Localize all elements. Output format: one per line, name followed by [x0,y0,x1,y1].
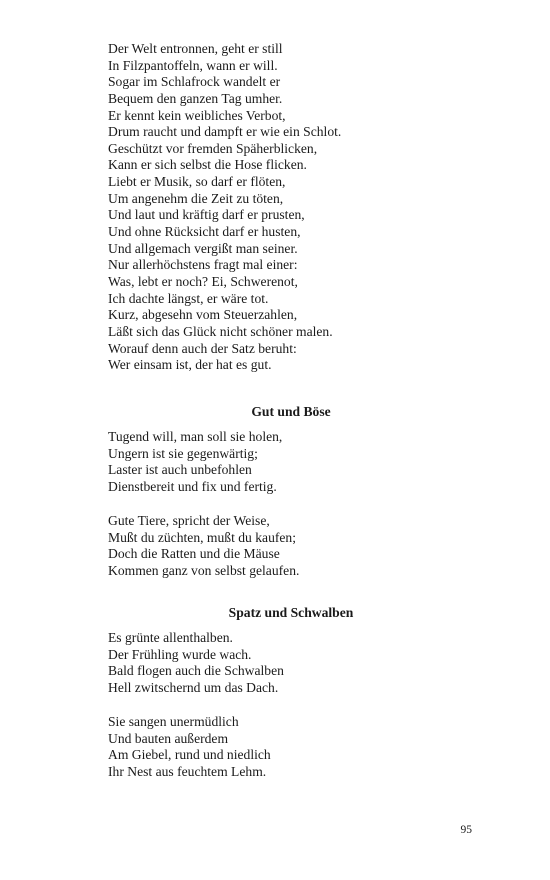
poem-line: Um angenehm die Zeit zu töten, [108,190,284,206]
poem-stanza [108,714,488,781]
poem-line: Und ohne Rücksicht darf er husten, [108,224,301,240]
poem-line: Der Frühling wurde wach. [108,646,252,662]
poem-line: Ungern ist sie gegenwärtig; [108,445,258,461]
poem-line: Es grünte allenthalben. [108,630,233,645]
poem-line: Doch die Ratten und die Mäuse [108,546,280,562]
poem-line: Am Giebel, rund und niedlich [108,747,271,763]
poem-line: Liebt er Musik, so darf er flöten, [108,174,286,190]
poem-line: Bequem den ganzen Tag umher. [108,90,283,106]
poem-line: Was, lebt er noch? Ei, Schwerenot, [108,273,298,289]
poem-line: Und bauten außerdem [108,730,229,746]
poem-line: Und allgemach vergißt man seiner. [108,240,298,256]
poem-title: Spatz und Schwalben [228,605,354,620]
poem-line: Und laut und kräftig darf er prusten, [108,207,305,223]
poem-line: Laster ist auch unbefohlen [108,462,252,478]
poem-stanza [108,513,488,580]
poem-line: Kommen ganz von selbst gelaufen. [108,562,300,578]
poem-line: Dienstbereit und fix und fertig. [108,478,277,494]
poem-line: Geschützt vor fremden Späherblicken, [108,140,318,156]
poem-line: Sie sangen unermüdlich [108,714,239,729]
poem-line: Gute Tiere, spricht der Weise, [108,513,270,528]
poem-line: Sogar im Schlafrock wandelt er [108,74,281,90]
poem-line: Ihr Nest aus feuchtem Lehm. [108,763,267,779]
poem-line: Kann er sich selbst die Hose flicken. [108,157,307,173]
poem-stanza-continuation [108,41,488,374]
poem-line: Nur allerhöchstens fragt mal einer: [108,257,298,273]
poem-stanza [108,429,488,496]
poem-line: Hell zwitschernd um das Dach. [108,679,279,695]
poem-line: Wer einsam ist, der hat es gut. [108,357,272,373]
poem-line: Mußt du züchten, mußt du kaufen; [108,529,297,545]
poem-line: Kurz, abgesehn vom Steuerzahlen, [108,307,298,323]
poem-line: Läßt sich das Glück nicht schöner malen. [108,323,333,339]
poem-line: Bald flogen auch die Schwalben [108,663,284,679]
poem-line: Drum raucht und dampft er wie ein Schlot. [108,124,342,140]
poem-line: Der Welt entronnen, geht er still [108,41,283,56]
poem-line: Er kennt kein weibliches Verbot, [108,107,286,123]
poem-line: Tugend will, man soll sie holen, [108,429,283,444]
poem-line: Ich dachte längst, er wäre tot. [108,290,269,306]
poem-line: Worauf denn auch der Satz beruht: [108,340,297,356]
page-number: 95 [460,824,472,836]
poem-line: In Filzpantoffeln, wann er will. [108,57,278,73]
poem-title: Gut und Böse [251,404,331,419]
poem-stanza [108,630,488,697]
